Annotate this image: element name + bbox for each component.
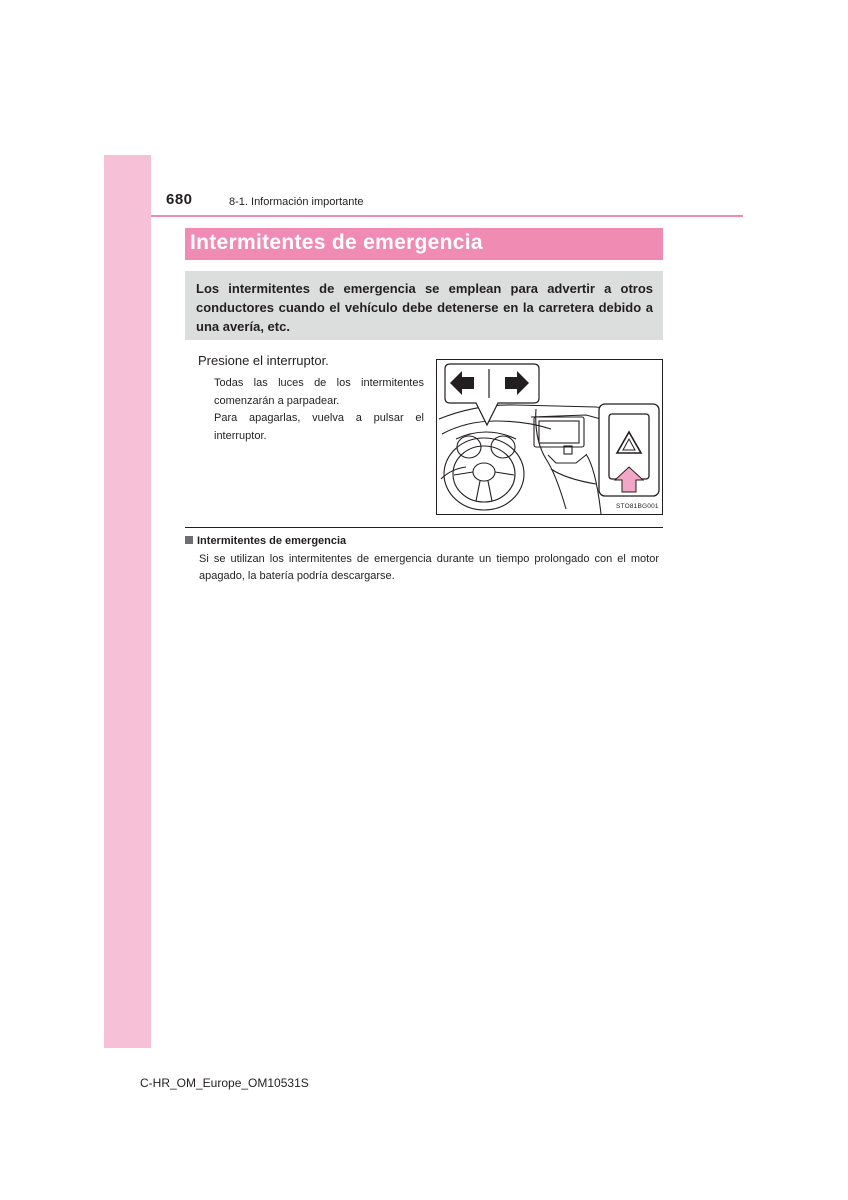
note-bullet-icon: [185, 536, 193, 544]
header-rule: [151, 215, 743, 217]
step-details: [214, 375, 424, 445]
step-detail-line: Todas las luces de los intermitentes comenzarán a parpadear.: [214, 377, 424, 407]
note-heading-text: Intermitentes de emergencia: [197, 535, 347, 547]
note-body: Si se utilizan los intermitentes de emergencia durante un tiempo prolongado con el motor apagado, la batería podría descargarse.: [199, 553, 659, 582]
note-rule: [185, 527, 663, 528]
page-number: 680: [166, 191, 193, 208]
intro-box: Los intermitentes de emergencia se emplean para advertir a otros conductores cuando el vehículo debe detenerse en la carretera debido a una avería, etc.: [185, 271, 663, 340]
step-detail-line: Para apagarlas, vuelva a pulsar el interruptor.: [214, 412, 424, 442]
step-instruction: Presione el interruptor.: [198, 353, 329, 368]
figure-code: STO81BG001: [616, 503, 659, 510]
side-tab: [104, 155, 151, 1048]
section-breadcrumb: 8-1. Información importante: [229, 196, 364, 208]
hazard-switch-figure: [436, 359, 663, 515]
page-title: Intermitentes de emergencia: [185, 228, 663, 260]
footer-code: C-HR_OM_Europe_OM10531S: [140, 1076, 309, 1090]
note-heading: [185, 535, 346, 547]
hazard-switch-panel: [599, 404, 659, 496]
